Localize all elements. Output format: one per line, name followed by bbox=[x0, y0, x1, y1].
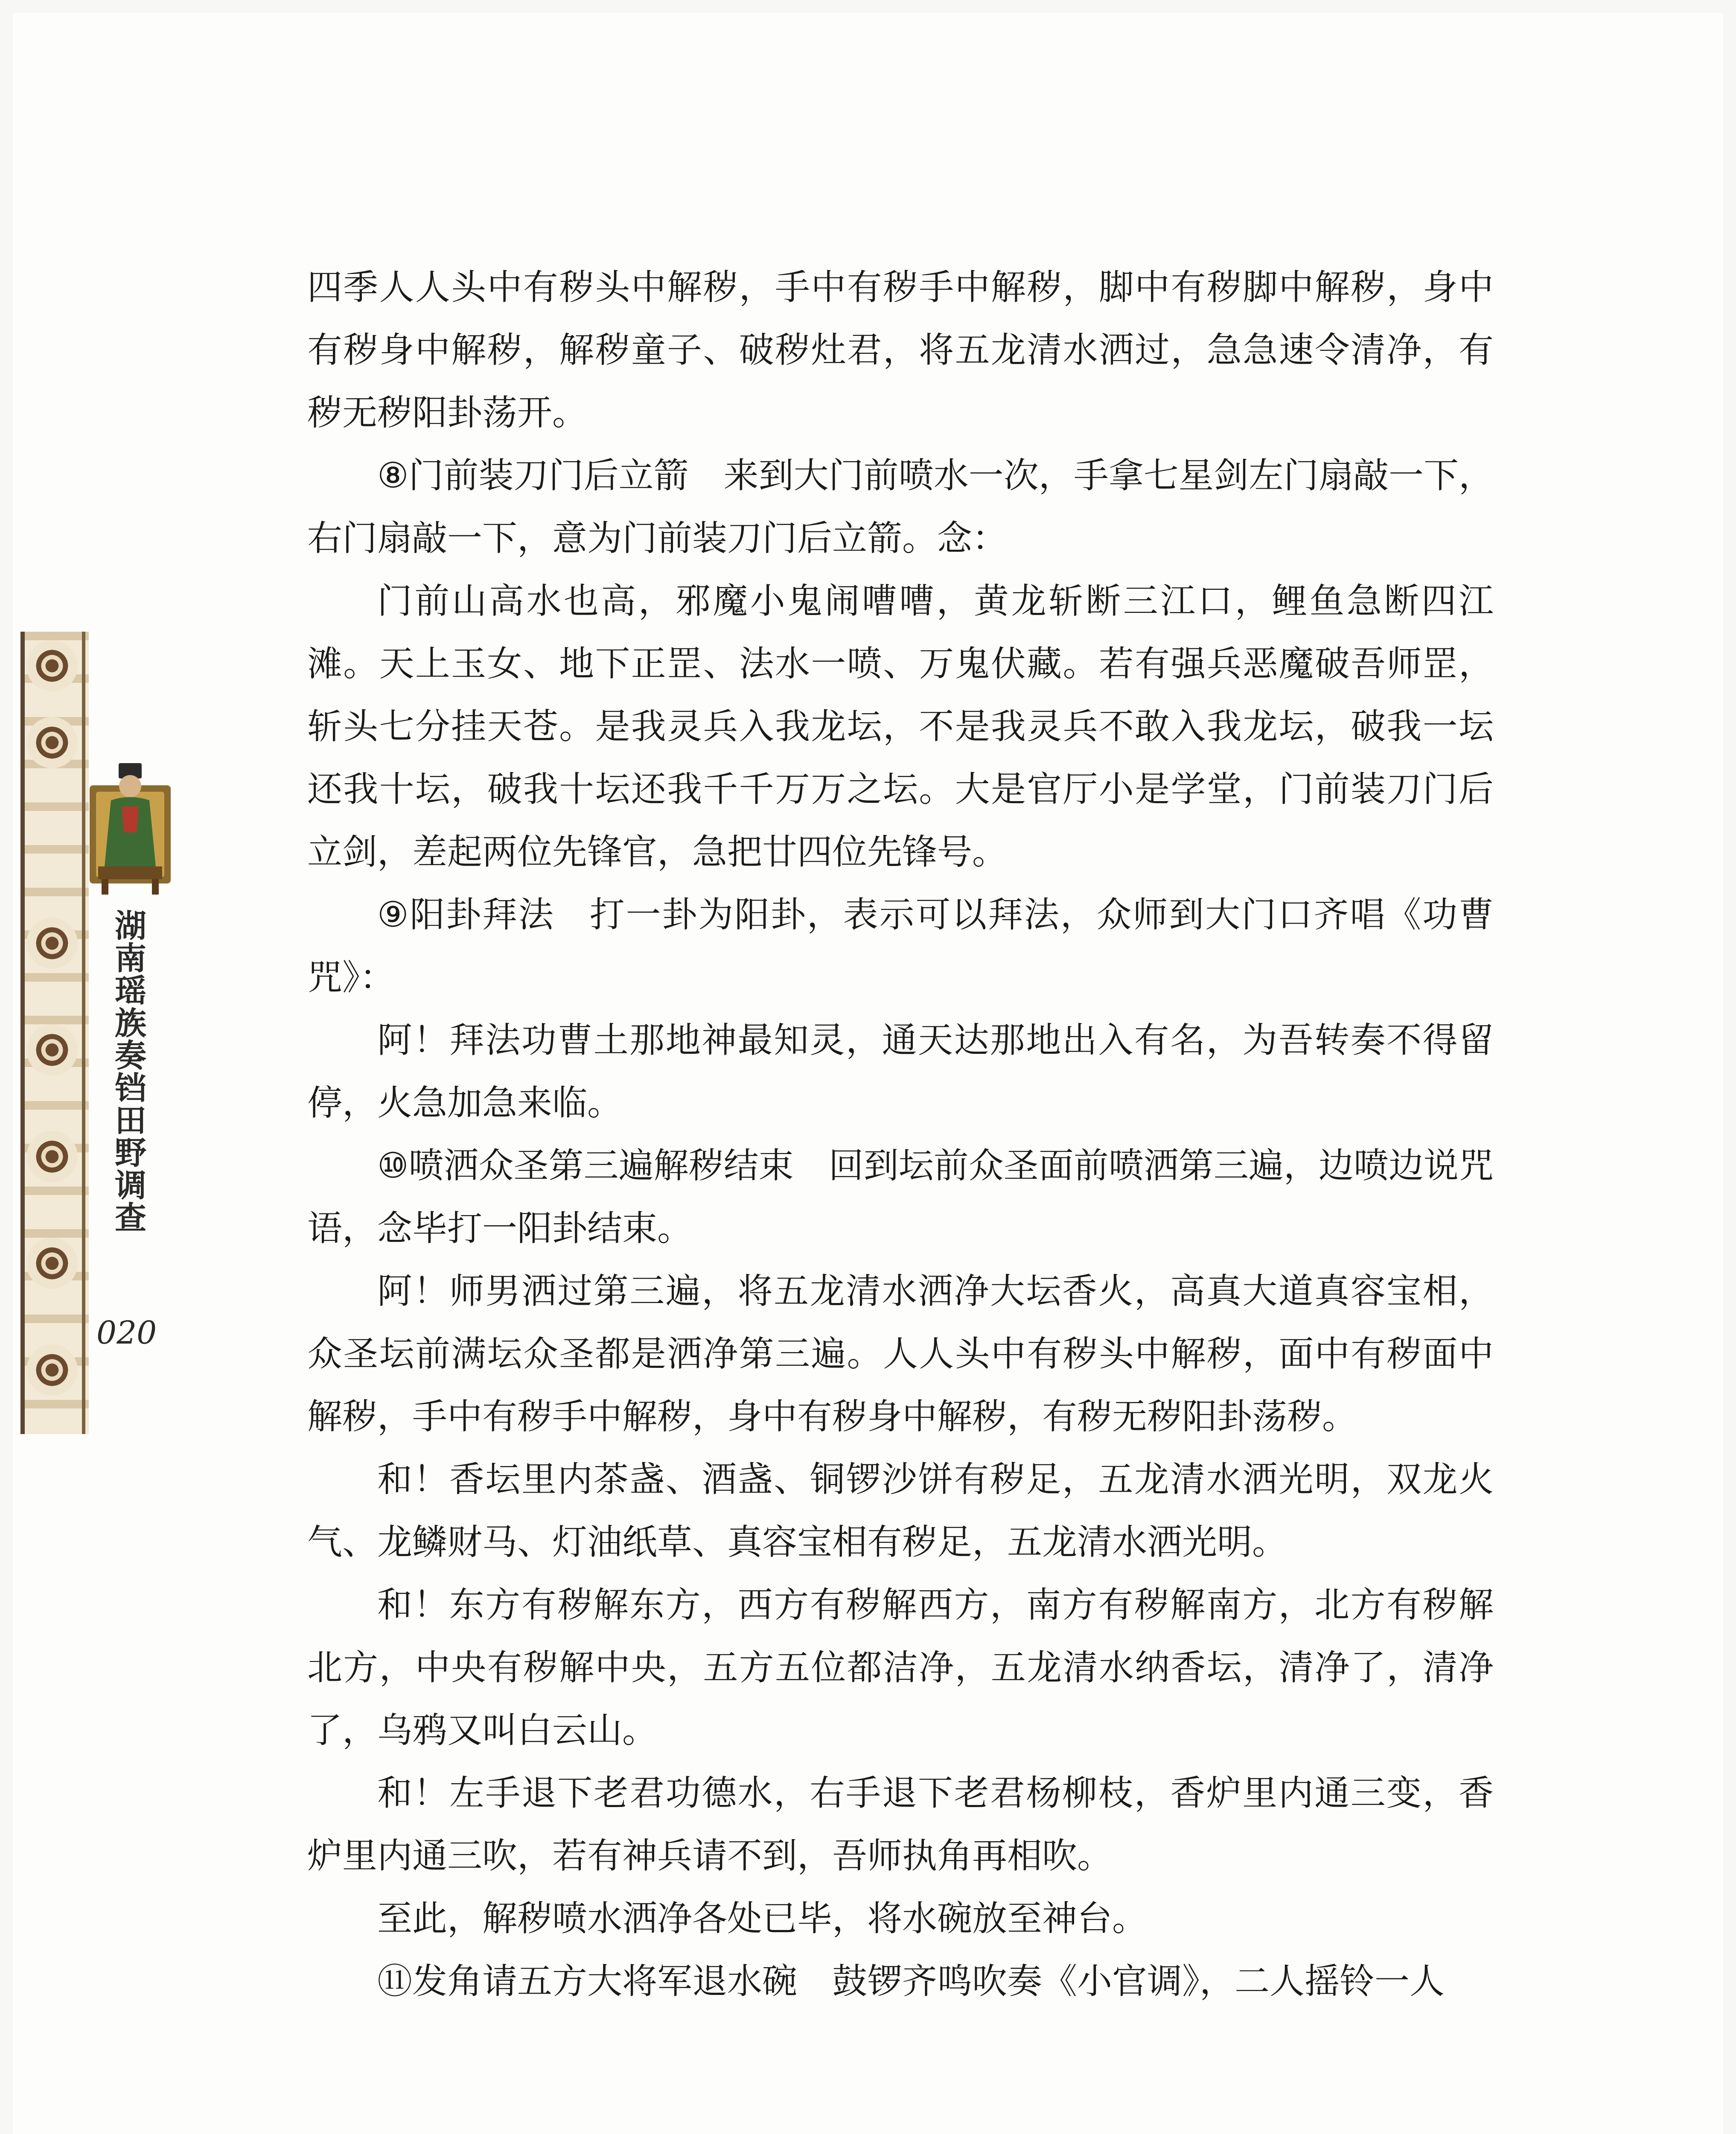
ornament-icon bbox=[26, 717, 78, 768]
step-paragraph bbox=[307, 444, 1494, 570]
paragraph: 门前山高水也高，邪魔小鬼闹嘈嘈，黄龙斩断三江口，鲤鱼急断四江滩。天上玉女、地下正罡、法水一喷、万鬼伏藏。若有强兵恶魔破吾师罡，斩头七分挂天苍。是我灵兵入我龙坛，不是我灵兵不敢入我龙坛，破我一坛还我十坛，破我十坛还我千千万万之坛。大是官厅小是学堂，门前装刀门后立剑，差起两位先锋官，急把廿四位先锋号。 bbox=[307, 581, 1494, 872]
step-title: ⑨阳卦拜法 bbox=[377, 895, 555, 935]
step-paragraph bbox=[307, 1950, 1494, 2013]
side-border-line bbox=[82, 632, 85, 1434]
seated-figure-illustration bbox=[81, 760, 179, 896]
step-paragraph bbox=[307, 1134, 1494, 1260]
page-number: 020 bbox=[96, 1315, 157, 1351]
ornament-icon bbox=[26, 1131, 78, 1182]
paragraph: 至此，解秽喷水洒净各处已毕，将水碗放至神台。 bbox=[377, 1898, 1148, 1939]
step-text: 打一卦为阳卦，表示可以拜法，众师到大门口齐唱《功曹咒》： bbox=[307, 895, 1494, 998]
ornament-icon bbox=[26, 1024, 78, 1076]
paragraph: 和！左手退下老君功德水，右手退下老君杨柳枝，香炉里内通三变，香炉里内通三吹，若有神兵请不到，吾师执角再相吹。 bbox=[307, 1773, 1494, 1876]
step-paragraph bbox=[307, 883, 1494, 1009]
main-text bbox=[307, 256, 1494, 2013]
step-title: ⑪发角请五方大将军退水碗 bbox=[377, 1961, 798, 2002]
step-text: 回到坛前众圣面前喷洒第三遍，边喷边说咒语，念毕打一阳卦结束。 bbox=[307, 1146, 1494, 1249]
paragraph: 阿！师男洒过第三遍，将五龙清水洒净大坛香火，高真大道真容宝相，众圣坛前满坛众圣都是洒净第三遍。人人头中有秽头中解秽，面中有秽面中解秽，手中有秽手中解秽，身中有秽身中解秽，有秽无秽阳卦荡秽。 bbox=[307, 1271, 1494, 1437]
ornament-icon bbox=[26, 1344, 78, 1396]
step-text: 鼓锣齐鸣吹奏《小官调》，二人摇铃一人 bbox=[832, 1961, 1445, 2002]
ornament-icon bbox=[26, 640, 78, 691]
paragraph: 四季人人头中有秽头中解秽，手中有秽手中解秽，脚中有秽脚中解秽，身中有秽身中解秽，解秽童子、破秽灶君，将五龙清水洒过，急急速令清净，有秽无秽阳卦荡开。 bbox=[307, 267, 1494, 433]
ornament-icon bbox=[26, 918, 78, 969]
step-title: ⑩喷洒众圣第三遍解秽结束 bbox=[377, 1146, 794, 1186]
paragraph: 和！香坛里内茶盏、酒盏、铜锣沙饼有秽足，五龙清水洒光明，双龙火气、龙鳞财马、灯油纸草、真容宝相有秽足，五龙清水洒光明。 bbox=[307, 1459, 1494, 1563]
step-title: ⑧门前装刀门后立箭 bbox=[377, 455, 689, 496]
ornament-icon bbox=[26, 1238, 78, 1289]
step-text: 来到大门前喷水一次，手拿七星剑左门扇敲一下，右门扇敲一下，意为门前装刀门后立箭。念： bbox=[307, 455, 1494, 559]
paragraph: 阿！拜法功曹土那地神最知灵，通天达那地出入有名，为吾转奏不得留停，火急加急来临。 bbox=[307, 1020, 1494, 1123]
paragraph: 和！东方有秽解东方，西方有秽解西方，南方有秽解南方，北方有秽解北方，中央有秽解中央，五方五位都洁净，五龙清水纳香坛，清净了，清净了，乌鸦又叫白云山。 bbox=[307, 1585, 1494, 1751]
book-title-vertical: 湖南瑶族奏铛田野调查 bbox=[110, 909, 146, 1233]
